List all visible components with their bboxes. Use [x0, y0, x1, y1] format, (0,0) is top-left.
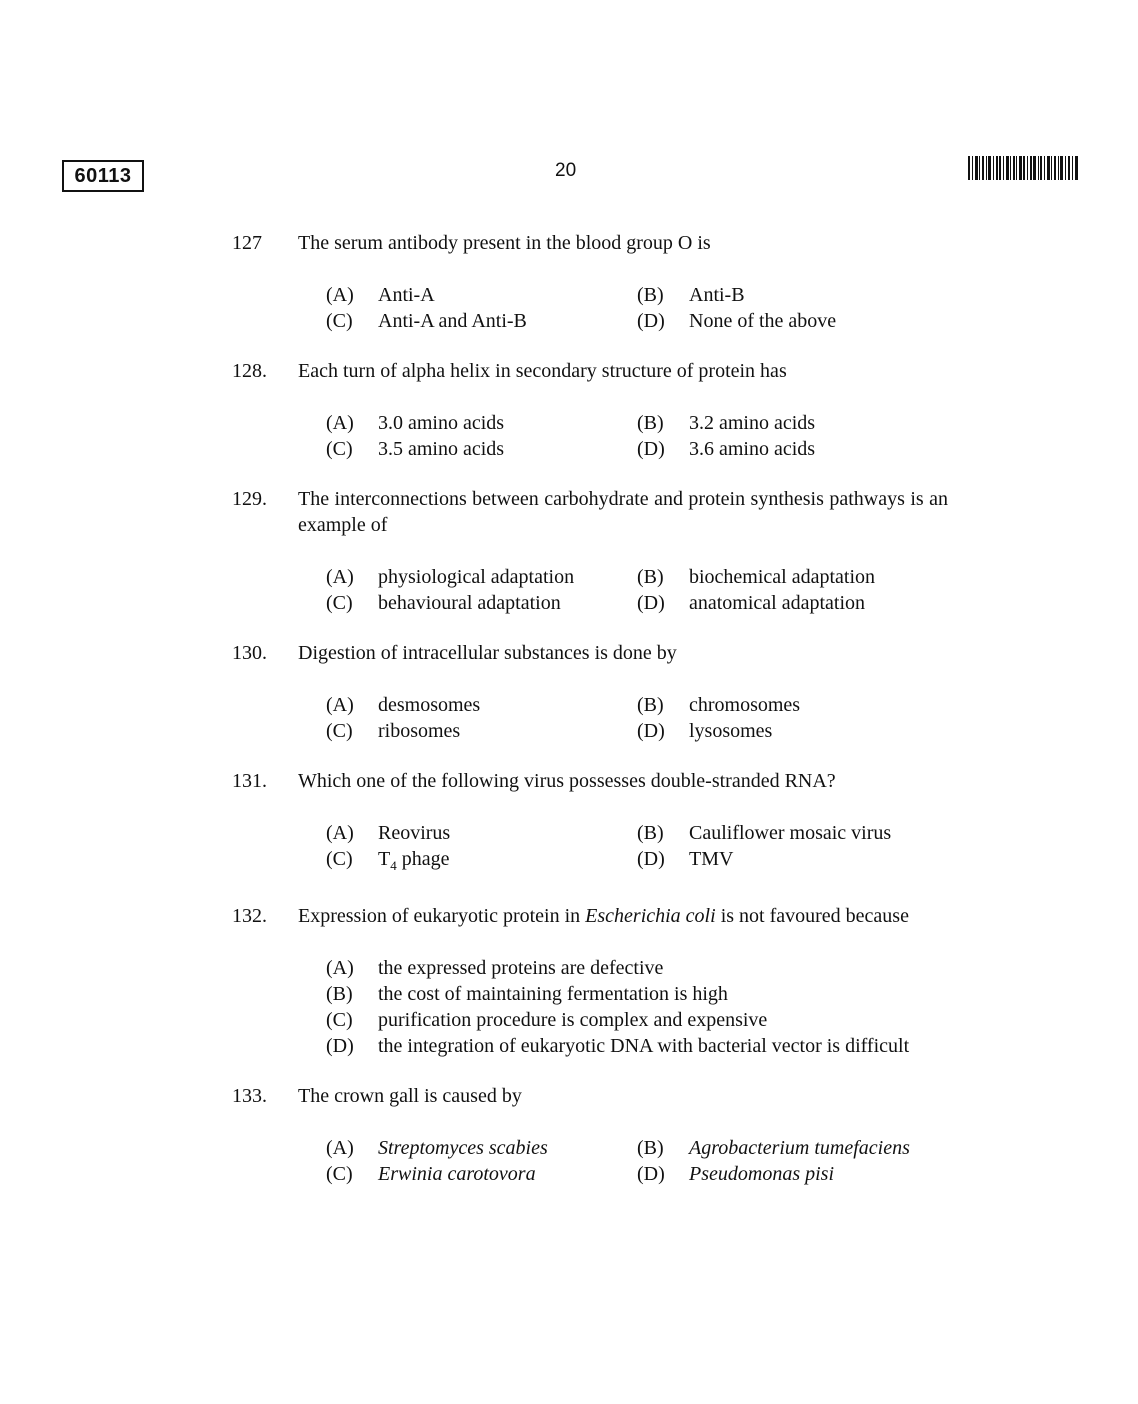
option-d	[637, 590, 948, 616]
option-b	[637, 410, 948, 436]
option-c	[326, 308, 637, 334]
option-text: ribosomes	[378, 720, 461, 742]
option-text: 3.5 amino acids	[378, 438, 505, 460]
option-text: Anti-A	[378, 284, 435, 306]
option-text: chromosomes	[689, 694, 801, 716]
option-text: Reovirus	[378, 822, 451, 844]
option-text: Anti-A and Anti-B	[378, 310, 527, 332]
option-text: Erwinia carotovora	[378, 1163, 536, 1185]
question-number: 127	[232, 232, 262, 254]
option-letter: (A)	[326, 412, 354, 434]
option-text: 3.0 amino acids	[378, 412, 505, 434]
barcode-image	[968, 156, 1078, 180]
option-text: lysosomes	[689, 720, 773, 742]
question-number: 133.	[232, 1085, 267, 1107]
option-text-rest: phage	[396, 848, 450, 870]
question-text: The crown gall is caused by	[298, 1085, 522, 1107]
option-c	[326, 1007, 948, 1033]
question-number: 128.	[232, 360, 267, 382]
option-text: 3.6 amino acids	[689, 438, 816, 460]
option-letter: (C)	[326, 848, 353, 870]
question-list	[232, 230, 948, 1211]
options-grid	[326, 820, 948, 879]
options-list	[326, 955, 948, 1059]
option-letter: (D)	[637, 592, 665, 614]
options-grid	[326, 564, 948, 616]
option-letter: (D)	[637, 438, 665, 460]
option-text: behavioural adaptation	[378, 592, 561, 614]
option-text: biochemical adaptation	[689, 566, 876, 588]
question-129	[232, 486, 948, 616]
question-text-before: Expression of eukaryotic protein in	[298, 905, 586, 927]
option-c	[326, 846, 637, 879]
option-letter: (B)	[326, 983, 353, 1005]
question-number: 131.	[232, 770, 267, 792]
option-text: purification procedure is complex and expensive	[378, 1009, 768, 1031]
options-grid	[326, 282, 948, 334]
option-letter: (D)	[637, 310, 665, 332]
option-letter: (D)	[637, 1163, 665, 1185]
option-a	[326, 410, 637, 436]
option-a	[326, 955, 948, 981]
option-text: TMV	[689, 848, 734, 870]
options-grid	[326, 1135, 948, 1187]
question-text	[298, 903, 948, 929]
option-b	[326, 981, 948, 1007]
option-b	[637, 820, 948, 846]
option-b	[637, 282, 948, 308]
option-letter: (C)	[326, 1009, 353, 1031]
option-text: physiological adaptation	[378, 566, 575, 588]
option-letter: (D)	[637, 720, 665, 742]
option-letter: (C)	[326, 438, 353, 460]
option-letter: (B)	[637, 822, 664, 844]
option-b	[637, 692, 948, 718]
option-letter: (B)	[637, 412, 664, 434]
question-132	[232, 903, 948, 1059]
option-b	[637, 564, 948, 590]
option-letter: (A)	[326, 694, 354, 716]
option-text: desmosomes	[378, 694, 481, 716]
option-d	[637, 308, 948, 334]
paper-code-box	[62, 160, 144, 192]
option-letter: (A)	[326, 566, 354, 588]
option-text: Agrobacterium tumefaciens	[689, 1137, 910, 1159]
option-a	[326, 692, 637, 718]
option-text	[378, 846, 637, 879]
paper-code: 60113	[74, 164, 132, 187]
option-d	[326, 1033, 948, 1059]
option-letter: (B)	[637, 284, 664, 306]
option-text: Streptomyces scabies	[378, 1137, 548, 1159]
option-letter: (C)	[326, 592, 353, 614]
option-a	[326, 564, 637, 590]
option-text: Cauliflower mosaic virus	[689, 822, 892, 844]
question-133	[232, 1083, 948, 1187]
options-grid	[326, 410, 948, 462]
option-c	[326, 590, 637, 616]
option-b	[637, 1135, 948, 1161]
option-text: Anti-B	[689, 284, 745, 306]
question-number: 132.	[232, 905, 267, 927]
option-letter: (C)	[326, 310, 353, 332]
options-grid	[326, 692, 948, 744]
option-d	[637, 718, 948, 744]
question-text: The interconnections between carbohydrate and protein synthesis pathways is an example of	[298, 488, 948, 536]
option-text: the integration of eukaryotic DNA with bacterial vector is difficult	[378, 1035, 910, 1057]
option-letter: (A)	[326, 284, 354, 306]
option-letter: (A)	[326, 957, 354, 979]
question-number: 129.	[232, 488, 267, 510]
option-d	[637, 1161, 948, 1187]
page-number: 20	[555, 160, 577, 181]
option-a	[326, 282, 637, 308]
question-text: Each turn of alpha helix in secondary structure of protein has	[298, 360, 787, 382]
option-text: anatomical adaptation	[689, 592, 866, 614]
question-127	[232, 230, 948, 334]
option-text-main: T	[378, 848, 391, 870]
option-text: 3.2 amino acids	[689, 412, 816, 434]
question-text: Which one of the following virus possesses double-stranded RNA?	[298, 770, 836, 792]
option-letter: (C)	[326, 720, 353, 742]
option-c	[326, 1161, 637, 1187]
question-128	[232, 358, 948, 462]
question-131	[232, 768, 948, 879]
option-a	[326, 1135, 637, 1161]
option-d	[637, 846, 948, 879]
option-c	[326, 718, 637, 744]
option-c	[326, 436, 637, 462]
option-letter: (B)	[637, 694, 664, 716]
option-text: None of the above	[689, 310, 837, 332]
question-text-italic: Escherichia coli	[585, 905, 716, 927]
option-letter: (B)	[637, 1137, 664, 1159]
option-letter: (D)	[326, 1035, 354, 1057]
option-letter: (A)	[326, 1137, 354, 1159]
question-130	[232, 640, 948, 744]
option-text: Pseudomonas pisi	[689, 1163, 834, 1185]
question-text-after: is not favoured because	[715, 905, 909, 927]
option-a	[326, 820, 637, 846]
option-letter: (D)	[637, 848, 665, 870]
option-text: the expressed proteins are defective	[378, 957, 664, 979]
option-text: the cost of maintaining fermentation is high	[378, 983, 728, 1005]
question-text: The serum antibody present in the blood group O is	[298, 232, 711, 254]
option-letter: (A)	[326, 822, 354, 844]
question-text: Digestion of intracellular substances is done by	[298, 642, 677, 664]
option-letter: (C)	[326, 1163, 353, 1185]
option-text-subscript: 4	[390, 858, 397, 873]
question-number: 130.	[232, 642, 267, 664]
option-letter: (B)	[637, 566, 664, 588]
option-d	[637, 436, 948, 462]
